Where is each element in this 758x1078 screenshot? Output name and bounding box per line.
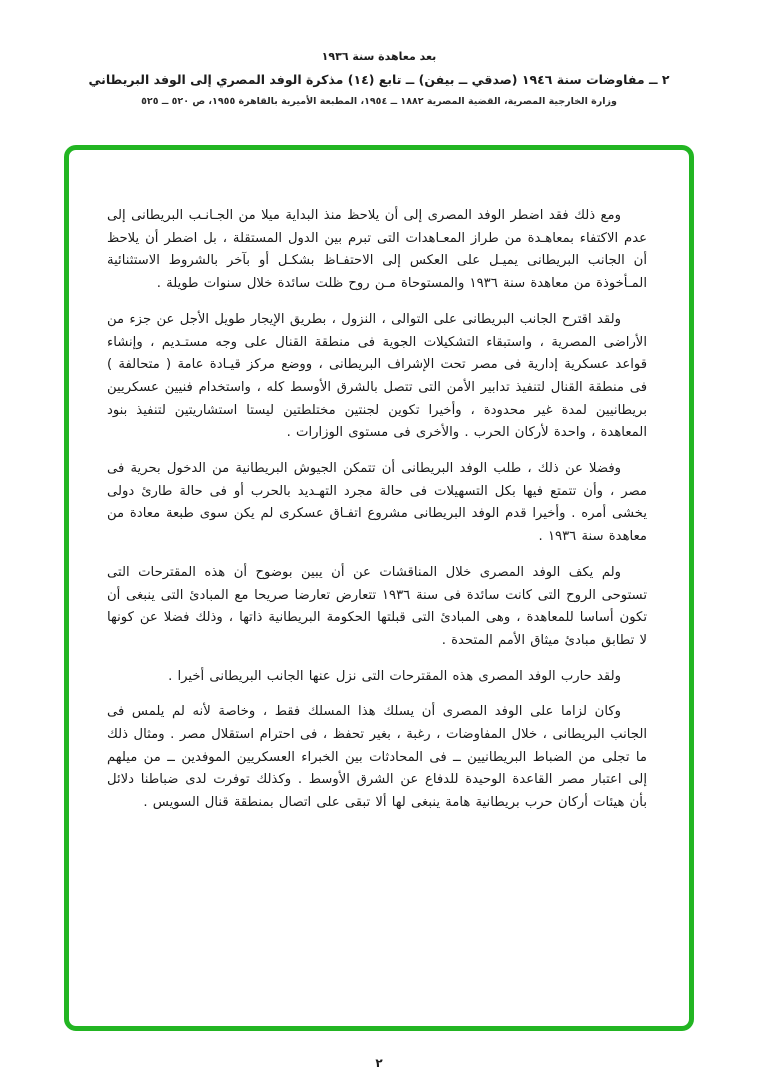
header-document-title: ٢ ــ مفاوضات سنة ١٩٤٦ (صدقي ــ بيفن) ــ تابع (١٤) مذكرة الوفد المصري إلى الوفد البريطاني [88, 72, 670, 87]
page-header [0, 50, 758, 107]
paragraph-4: ولم يكف الوفد المصرى خلال المناقشات عن أن يبين بوضوح أن هذه المقترحات التى تستوحى الروح التى كانت سائدة فى سنة ١٩٣٦ تتعارض تعارضا صريحا مع المبادئ التى ينبغى أن تكون أساسا للمعاهدة ، وهى المبادئ التى قبلتها الحكومة البريطانية ذاتها ، وذلك فضلا عن كونها لا تطابق مبادئ ميثاق الأمم المتحدة . [107, 564, 647, 648]
page-number: ٢ [375, 1056, 383, 1070]
header-section-title: بعد معاهدة سنة ١٩٣٦ [321, 50, 437, 63]
green-border-frame [64, 145, 694, 1031]
paragraph-5: ولقد حارب الوفد المصرى هذه المقترحات التى نزل عنها الجانب البريطانى أخيرا . [168, 668, 621, 684]
paragraph-3: وفضلا عن ذلك ، طلب الوفد البريطانى أن تتمكن الجيوش البريطانية من الدخول بحرية فى مصر ، وأن تتمتع فيها بكل التسهيلات فى حالة مجرد التهـديد بالحرب أو فى حالة طارئ دولى يخشى أمره . وأخيرا قدم الوفد البريطانى مشروع اتفـاق عسكرى لم يكن سوى طبعة معادة من معاهدة سنة ١٩٣٦ . [107, 461, 647, 545]
paragraph-1: ومع ذلك فقد اضطر الوفد المصرى إلى أن يلاحظ منذ البداية ميلا من الجـانـب البريطانى إلى عدم الاكتفاء بمعاهـدة من طراز المعـاهدات التى تبرم بين الدول المستقلة ، بل اضطر أن يلاحظ أن الجانب البريطانى يميـل على العكس إلى الاحتفـاظ بشكـل أو بآخر بالشروط الاستثنائية المـأخوذة من معاهدة سنة ١٩٣٦ والمستوحاة مـن روح ظلت سائدة خلال سنوات طويلة . [107, 208, 647, 292]
header-source-citation: وزارة الخارجية المصرية، القضية المصرية ١٨٨٢ ــ ١٩٥٤، المطبعة الأميرية بالقاهرة ١٩٥٥، ص ٥٢٠ ــ ٥٢٥ [141, 96, 617, 107]
document-body-text [107, 205, 647, 828]
paragraph-6: وكان لزاما على الوفد المصرى أن يسلك هذا المسلك فقط ، وخاصة لأنه لم يلمس فى الجانب البريطانى ، خلال المفاوضات ، رغبة ، بغير تحفظ ، فى احترام استقلال مصر . ومثال ذلك ما تجلى من الضباط البريطانيين ــ فى المحادثات بين الخبراء العسكريين الموفدين ــ من ميلهم إلى اعتبار مصر القاعدة الوحيدة للدفاع عن الشرق الأوسط . وكذلك توفرت لدى ضباطنا دلائل بأن هيئات أركان حرب بريطانية هامة ينبغى لها ألا تبقى على اتصال بمنطقة قنال السويس . [107, 704, 647, 811]
paragraph-2: ولقد اقترح الجانب البريطانى على التوالى ، النزول ، بطريق الإيجار طويل الأجل عن جزء من الأراضى المصرية ، واستبقاء التشكيلات الجوية فى منطقة القنال على وجه مستـديم ، وإنشاء قواعد عسكرية إدارية فى مصر تحت الإشراف البريطانى ، ووضع مركز قيـادة عامة ( متحالفة ) فى منطقة القنال لتنفيذ تدابير الأمن التى تتصل بالشرق الأوسط كله ، واستخدام فنيين عسكريين بريطانيين لمدة غير محدودة ، وأخيرا تكوين لجنتين مختلطتين ليستا استشاريتين لتنفيذ بنود المعاهدة ، واحدة لأركان الحرب . والأخرى فى مستوى الوزارات . [107, 311, 647, 441]
